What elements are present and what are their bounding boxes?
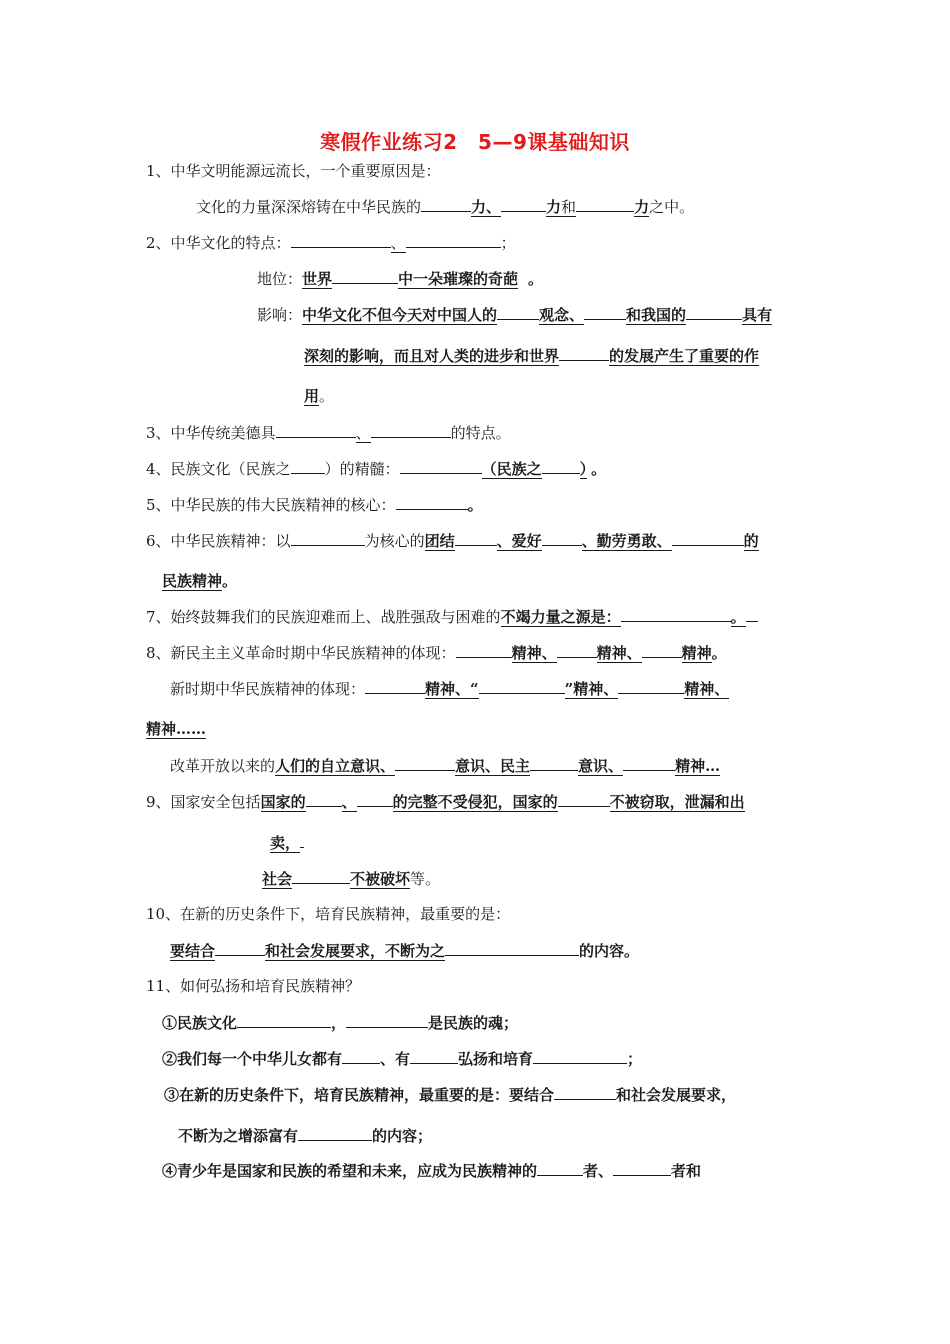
text: 和社会发展要求， (616, 1086, 737, 1104)
text: 始终鼓舞我们的民族迎难而上、战胜强敌与困难的 (170, 608, 501, 626)
text: 在新的历史条件下，培育民族精神，最重要的是： (180, 905, 511, 923)
text: 的内容。 (579, 942, 640, 960)
text: 精神 (681, 644, 712, 662)
blank[interactable] (558, 791, 610, 807)
text: 。 (467, 496, 483, 514)
text: 。 (730, 608, 746, 626)
text: 、有 (380, 1050, 411, 1068)
text: 世界 (302, 270, 333, 288)
blank[interactable] (557, 642, 597, 658)
question-9 (146, 791, 745, 812)
question-6-line-2 (162, 571, 237, 591)
question-11 (146, 976, 360, 996)
blank[interactable] (642, 642, 682, 658)
text: 力、 (471, 198, 502, 216)
text: 意识、 (578, 757, 624, 775)
text: 精神…… (146, 720, 207, 738)
text: 等。 (410, 870, 441, 888)
question-number: 9、 (146, 793, 171, 811)
text: 中华民族的伟大民族精神的核心： (170, 496, 396, 514)
question-11-item-3-line-2 (178, 1125, 432, 1146)
text: 的内容； (372, 1127, 433, 1145)
blank[interactable] (300, 832, 304, 848)
text: 精神、 (684, 680, 730, 698)
text: 具有 (742, 306, 773, 324)
blank[interactable] (530, 755, 578, 771)
text: ）的精髓： (324, 460, 400, 478)
blank[interactable] (554, 1084, 616, 1100)
question-2 (146, 232, 516, 253)
question-8-line-4 (170, 755, 720, 776)
question-4 (146, 458, 606, 479)
question-9-line-2 (270, 832, 304, 853)
blank[interactable] (406, 232, 501, 248)
blank[interactable] (365, 678, 425, 694)
question-6 (146, 530, 759, 551)
blank[interactable] (613, 1160, 671, 1176)
blank[interactable] (292, 868, 350, 884)
text: 新时期中华民族精神的体现： (170, 680, 366, 698)
blank[interactable] (276, 422, 356, 438)
question-number: 8、 (146, 644, 171, 662)
text: 不断为之增添富有 (178, 1127, 299, 1145)
question-2-influence-line-3 (304, 386, 334, 406)
blank[interactable] (298, 1125, 372, 1141)
question-number: 3、 (146, 424, 171, 442)
text: 意识、民主 (455, 757, 531, 775)
question-7 (146, 606, 758, 627)
blank[interactable] (410, 1048, 458, 1064)
text: 的 (743, 532, 759, 550)
blank[interactable] (215, 940, 265, 956)
question-number: 11、 (146, 977, 181, 995)
question-11-item-1 (162, 1012, 518, 1033)
text: 深刻的影响，而且对人类的进步和世界 (304, 347, 560, 365)
text: 卖， (270, 834, 301, 852)
blank[interactable] (346, 1012, 428, 1028)
text: 的特点。 (450, 424, 511, 442)
blank[interactable] (237, 1012, 331, 1028)
text: 中华民族精神：以 (170, 532, 291, 550)
blank[interactable] (371, 422, 451, 438)
question-number: 10、 (146, 905, 181, 923)
blank[interactable] (537, 1160, 583, 1176)
text: 弘扬和培育 (458, 1050, 534, 1068)
blank[interactable] (686, 304, 742, 320)
blank[interactable] (559, 345, 609, 361)
text: 改革开放以来的 (170, 757, 276, 775)
text: 国家安全包括 (170, 793, 261, 811)
question-8 (146, 642, 727, 663)
question-1-line-2 (196, 196, 694, 217)
text: 者、 (583, 1162, 614, 1180)
text: 精神、 (511, 644, 557, 662)
text: 。 (222, 572, 238, 590)
blank[interactable] (497, 304, 539, 320)
text: 。 (591, 460, 607, 478)
text: 为核心的 (364, 532, 425, 550)
text: 力 (634, 198, 650, 216)
text: 的完整不受侵犯，国家的 (392, 793, 558, 811)
text: 之中。 (649, 198, 695, 216)
text: 中华传统美德具 (170, 424, 276, 442)
question-text: 中华文明能源远流长，一个重要原因是： (170, 162, 441, 180)
text: （民族之 (481, 460, 542, 478)
text: ③在新的历史条件下，培育民族精神，最重要的是：要结合 (164, 1086, 555, 1104)
text: ； (627, 1050, 643, 1068)
question-10-line-2 (170, 940, 639, 961)
text: 力 (546, 198, 562, 216)
blank[interactable] (291, 458, 325, 474)
text: 要结合 (170, 942, 216, 960)
blank[interactable] (342, 1048, 380, 1064)
text: 、 (341, 793, 357, 811)
blank[interactable] (357, 791, 393, 807)
blank[interactable] (456, 642, 512, 658)
question-1 (146, 161, 441, 181)
blank[interactable] (400, 458, 482, 474)
blank[interactable] (421, 196, 471, 212)
text: 民族文化（民族之 (170, 460, 291, 478)
question-11-item-3 (164, 1084, 736, 1105)
text: ） (579, 460, 588, 478)
text: ， (331, 1014, 347, 1032)
label: 影响： (257, 306, 303, 324)
text: 不竭力量之源是： (500, 608, 621, 626)
blank[interactable] (621, 606, 731, 622)
blank[interactable] (542, 530, 582, 546)
text: 用 (304, 387, 320, 405)
text: 团结 (424, 532, 455, 550)
blank[interactable] (455, 530, 497, 546)
text: ②我们每一个中华儿女都有 (162, 1050, 343, 1068)
question-number: 4、 (146, 460, 171, 478)
blank[interactable] (542, 458, 580, 474)
text: ④青少年是国家和民族的希望和未来，应成为民族精神的 (162, 1162, 538, 1180)
text: 的发展产生了重要的作 (609, 347, 760, 365)
question-8-line-2 (170, 678, 729, 699)
question-2-influence (257, 304, 772, 325)
question-number: 6、 (146, 532, 171, 550)
blank[interactable] (291, 232, 391, 248)
text: 、爱好 (496, 532, 542, 550)
blank[interactable] (396, 494, 468, 510)
label: 地位： (257, 270, 303, 288)
blank[interactable] (479, 678, 565, 694)
blank[interactable] (306, 791, 342, 807)
blank[interactable] (332, 268, 398, 284)
text: ； (500, 234, 516, 252)
text: 不被窃取，泄漏和出 (609, 793, 745, 811)
question-3 (146, 422, 511, 443)
blank[interactable] (618, 678, 684, 694)
page-title: 寒假作业练习2 5—9课基础知识 (320, 130, 630, 154)
blank[interactable] (445, 940, 579, 956)
text: 社会 (262, 870, 293, 888)
text: 精神… (675, 757, 721, 775)
text: 精神、 (596, 644, 642, 662)
blank[interactable] (395, 755, 455, 771)
question-10 (146, 904, 510, 924)
text: 、勤劳勇敢、 (581, 532, 672, 550)
text: 民族精神 (162, 572, 223, 590)
text: 。 (319, 387, 335, 405)
blank[interactable] (584, 304, 626, 320)
text: 精神、“ (425, 680, 479, 698)
question-11-item-4 (162, 1160, 701, 1181)
text: 中一朵璀璨的奇葩 (398, 270, 519, 288)
question-number: 1、 (146, 162, 171, 180)
text: 文化的力量深深熔铸在中华民族的 (196, 198, 422, 216)
blank[interactable] (746, 606, 758, 622)
question-5 (146, 494, 483, 515)
question-number: 2、 (146, 234, 171, 252)
text: 、 (390, 234, 406, 252)
text: 。 (528, 270, 544, 288)
text: 中华文化不但今天对中国人的 (302, 306, 498, 324)
text: ”精神、 (564, 680, 619, 698)
text: 国家的 (260, 793, 306, 811)
question-text: 中华文化的特点： (170, 234, 291, 252)
question-9-line-3 (262, 868, 440, 889)
blank[interactable] (501, 196, 546, 212)
question-2-influence-line-2 (304, 345, 759, 366)
question-8-line-3 (146, 719, 206, 739)
question-number: 5、 (146, 496, 171, 514)
text: 、 (355, 424, 371, 442)
blank[interactable] (672, 530, 744, 546)
text: 人们的自立意识、 (275, 757, 396, 775)
blank[interactable] (576, 196, 634, 212)
blank[interactable] (291, 530, 365, 546)
text: ①民族文化 (162, 1014, 238, 1032)
text: 不被破坏 (350, 870, 411, 888)
question-11-item-2 (162, 1048, 642, 1069)
text: 。 (711, 644, 727, 662)
text: 新民主主义革命时期中华民族精神的体现： (170, 644, 456, 662)
question-number: 7、 (146, 608, 171, 626)
text: 观念、 (539, 306, 585, 324)
text: 是民族的魂； (428, 1014, 519, 1032)
text: 和我国的 (626, 306, 687, 324)
text: 和 (561, 198, 577, 216)
question-2-position (257, 268, 543, 289)
text: 和社会发展要求，不断为之 (265, 942, 446, 960)
blank[interactable] (623, 755, 675, 771)
text: 如何弘扬和培育民族精神？ (180, 977, 361, 995)
blank[interactable] (533, 1048, 627, 1064)
text: 者和 (671, 1162, 702, 1180)
